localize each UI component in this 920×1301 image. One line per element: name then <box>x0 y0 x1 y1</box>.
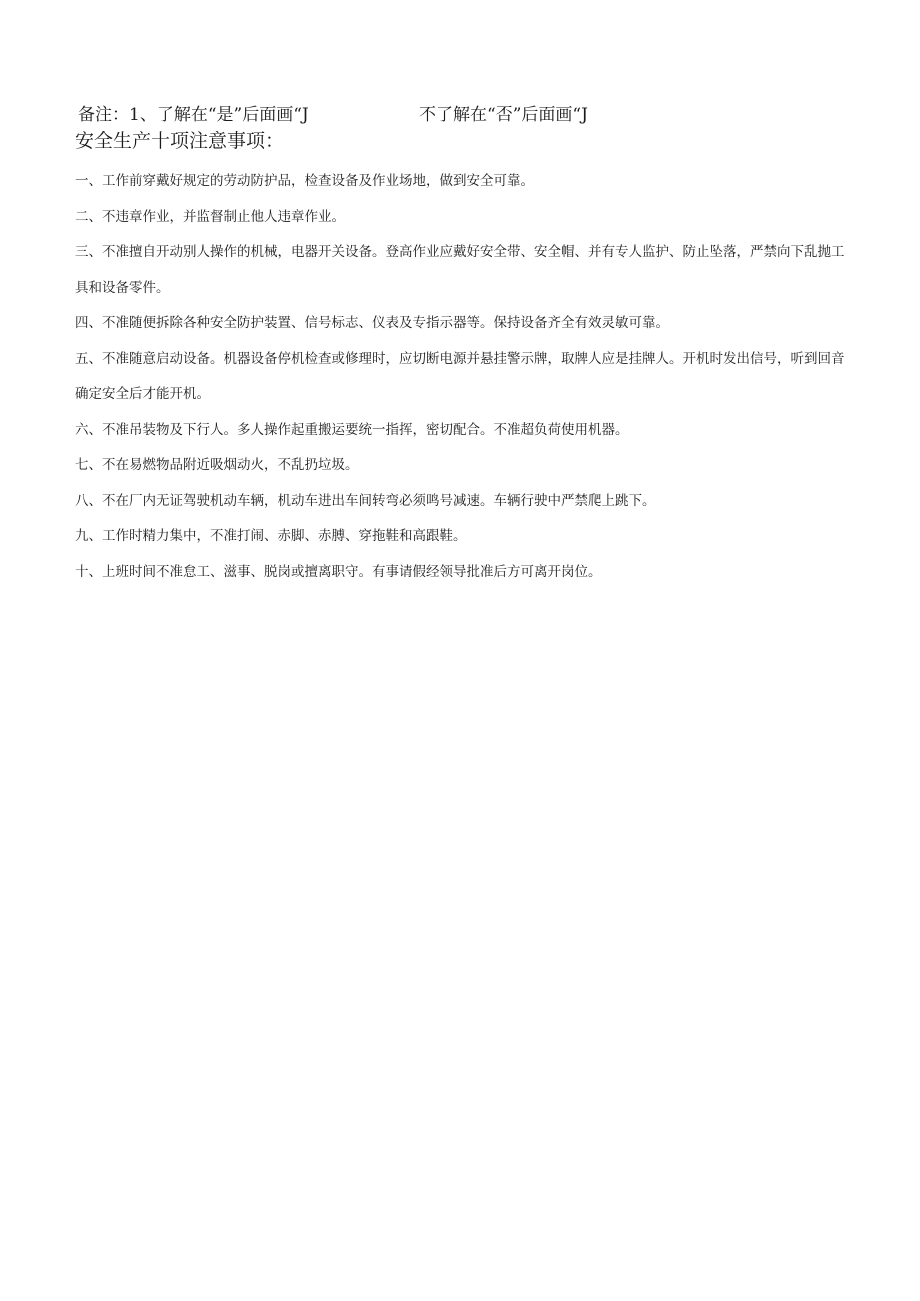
rule-1: 一、工作前穿戴好规定的劳动防护品，检查设备及作业场地，做到安全可靠。 <box>75 173 534 189</box>
page-title: 安全生产十项注意事项： <box>75 130 285 152</box>
rule-6: 六、不准吊装物及下行人。多人操作起重搬运要统一指挥，密切配合。不准超负荷使用机器。 <box>75 421 629 438</box>
rule-5: 五、不准随意启动设备。机器设备停机检查或修理时，应切断电源并悬挂警示牌，取牌人应是挂牌人。开机时发出信号，听到回音确定安全后才能开机。 <box>75 350 845 402</box>
rule-10: 十、上班时间不准怠工、滋事、脱岗或擅离职守。有事请假经领导批准后方可离开岗位。 <box>75 563 602 580</box>
rule-7: 七、不在易燃物品附近吸烟动火，不乱扔垃圾。 <box>75 457 359 473</box>
rule-8: 八、不在厂内无证驾驶机动车辆，机动车进出车间转弯必须鸣号减速。车辆行驶中严禁爬上跳下。 <box>75 492 656 509</box>
rule-9: 九、工作时精力集中，不准打闹、赤脚、赤膊、穿拖鞋和高跟鞋。 <box>75 528 467 544</box>
remark-no-text: 不了解在“否”后面画“J <box>419 105 588 125</box>
rule-2: 二、不违章作业，并监督制止他人违章作业。 <box>75 208 345 225</box>
safety-rules-list <box>75 164 855 590</box>
remark-yes-text: 备注：1、了解在“是”后面画“J <box>78 105 309 125</box>
rule-3: 三、不准擅自开动别人操作的机械，电器开关设备。登高作业应戴好安全带、安全帽、并有专人监护、防止坠落，严禁向下乱抛工具和设备零件。 <box>75 244 845 296</box>
rule-4: 四、不准随便拆除各种安全防护装置、信号标志、仪表及专指示器等。保持设备齐全有效灵敏可靠。 <box>75 315 669 331</box>
